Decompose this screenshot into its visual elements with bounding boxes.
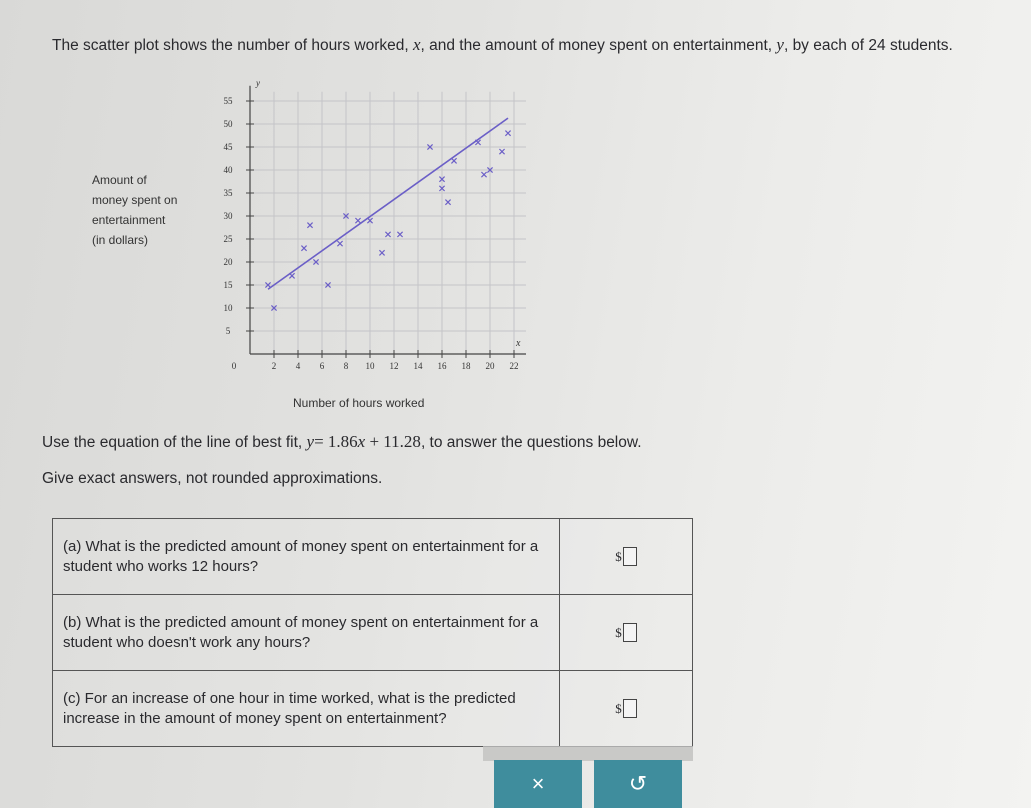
line-of-best-fit-equation: Use the equation of the line of best fit, y= 1.86x + 11.28, to answer the questions below. xyxy=(42,432,642,451)
close-icon: × xyxy=(531,771,545,796)
y-tick-label: 20 xyxy=(223,257,233,267)
data-point xyxy=(289,273,294,278)
y-tick-label: 5 xyxy=(225,326,231,336)
undo-button[interactable] xyxy=(594,760,682,808)
x-tick-label: 12 xyxy=(389,361,399,371)
x-tick-label: 16 xyxy=(437,361,447,371)
question-row-c xyxy=(53,671,693,747)
data-point xyxy=(505,131,510,136)
x-tick-label: 6 xyxy=(319,361,325,371)
data-point xyxy=(499,149,504,154)
x-tick-label: 22 xyxy=(509,361,519,371)
question-b-text: (b) What is the predicted amount of money spent on entertainment for a student who doesn't work any hours? xyxy=(53,595,560,671)
y-tick-label: 35 xyxy=(223,188,233,198)
dollar-sign: $ xyxy=(615,624,622,640)
x-tick-label: 14 xyxy=(413,361,423,371)
y-tick-label: 55 xyxy=(223,96,233,106)
y-tick-label: 30 xyxy=(223,211,233,221)
y-axis-symbol: y xyxy=(256,80,260,88)
clear-button[interactable] xyxy=(494,760,582,808)
question-a-text: (a) What is the predicted amount of money spent on entertainment for a student who works 12 hours? xyxy=(53,519,560,595)
problem-intro: The scatter plot shows the number of hours worked, x, and the amount of money spent on entertainment, y, by each of 24 students. xyxy=(52,35,953,54)
undo-icon: ↺ xyxy=(628,771,648,796)
answer-c-input[interactable] xyxy=(623,699,637,718)
data-point xyxy=(397,232,402,237)
x-tick-label: 4 xyxy=(295,361,301,371)
answer-a-cell xyxy=(560,519,693,595)
data-point xyxy=(379,250,384,255)
data-point xyxy=(355,218,360,223)
y-tick-label: 40 xyxy=(223,165,233,175)
var-x: x xyxy=(412,35,421,54)
question-row-b xyxy=(53,595,693,671)
dollar-sign: $ xyxy=(615,548,622,564)
data-point xyxy=(451,158,456,163)
y-tick-label: 10 xyxy=(223,303,233,313)
data-point xyxy=(481,172,486,177)
x-tick-label: 8 xyxy=(343,361,349,371)
x-axis-symbol: x xyxy=(516,338,521,349)
y-tick-label: 45 xyxy=(223,142,233,152)
data-point xyxy=(301,246,306,251)
data-point xyxy=(307,223,312,228)
origin-label: 0 xyxy=(231,361,237,371)
x-tick-label: 2 xyxy=(271,361,277,371)
answer-b-input[interactable] xyxy=(623,623,637,642)
y-tick-label: 15 xyxy=(223,280,233,290)
answer-a-input[interactable] xyxy=(623,547,637,566)
questions-table xyxy=(52,518,693,747)
x-tick-label: 18 xyxy=(461,361,471,371)
line-of-best-fit xyxy=(268,118,508,289)
y-axis-label: Amount of money spent on entertainment (in dollars) xyxy=(92,173,178,247)
scatter-plot xyxy=(212,80,532,380)
data-point xyxy=(475,140,480,145)
x-tick-label: 10 xyxy=(365,361,375,371)
data-point xyxy=(385,232,390,237)
answer-b-cell xyxy=(560,595,693,671)
y-tick-label: 25 xyxy=(223,234,233,244)
dollar-sign: $ xyxy=(615,700,622,716)
y-tick-label: 50 xyxy=(223,119,233,129)
instructions-note: Give exact answers, not rounded approximations. xyxy=(42,470,383,487)
answer-c-cell xyxy=(560,671,693,747)
button-panel xyxy=(483,746,693,761)
question-c-text: (c) For an increase of one hour in time worked, what is the predicted increase in the amount of money spent on entertainment? xyxy=(53,671,560,747)
x-axis-label: Number of hours worked xyxy=(293,396,425,410)
data-point xyxy=(337,241,342,246)
data-point xyxy=(445,200,450,205)
var-y: y xyxy=(776,35,784,54)
question-row-a xyxy=(53,519,693,595)
x-tick-label: 20 xyxy=(485,361,495,371)
